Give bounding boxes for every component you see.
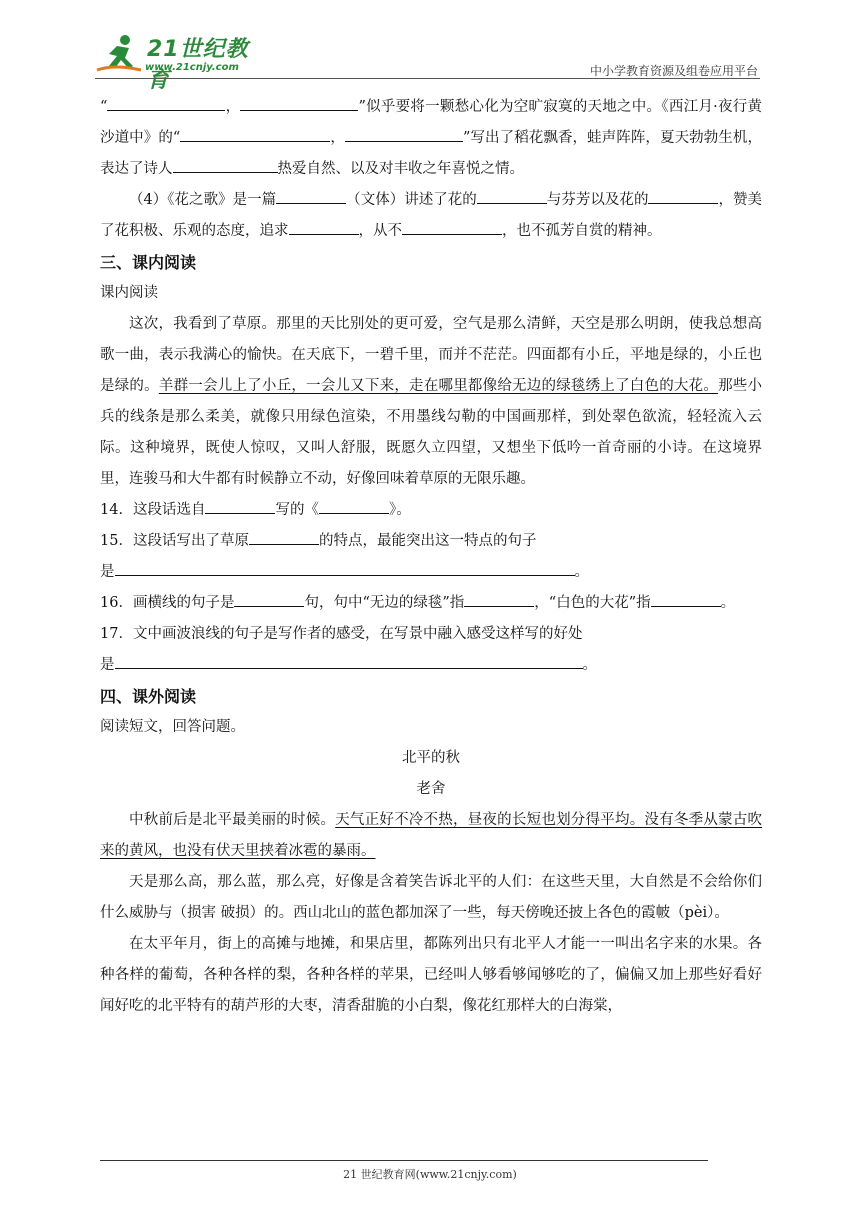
answer-blank[interactable] (173, 156, 278, 173)
flower-paragraph (100, 185, 762, 247)
text: 16．画横线的句子是 (100, 595, 235, 611)
text: ”似乎要将一颗愁心化为空旷寂寞的天地之中。《西江月·夜行黄沙道中》的“ (100, 99, 762, 146)
answer-blank[interactable] (107, 94, 225, 111)
underlined-sentence: 天气正好不冷不热，昼夜的长短也划分得平均。没有冬季从蒙古吹来的黄风，也没有伏天里挟着冰雹的暴雨。 (100, 812, 763, 859)
site-logo[interactable] (95, 28, 265, 93)
article-paragraph-3: 在太平年月，街上的高摊与地摊，和果店里，都陈列出只有北平人才能一一叫出名字来的水果。各种各样的葡萄，各种各样的梨，各种各样的苹果，已经叫人够看够闻够吃的了，偏偏又加上那些好看好闻好吃的北平特有的葫芦形的大枣，清香甜脆的小白梨，像花红那样大的白海棠， (100, 936, 762, 1014)
section-subtitle: 课内阅读 (100, 285, 158, 301)
question-15 (100, 526, 762, 588)
article-author: 老舍 (416, 781, 446, 797)
text: 。 (582, 657, 597, 673)
page-footer: 21 世纪教育网(www.21cnjy.com) (343, 1168, 517, 1181)
underlined-sentence: 羊群一会儿上了小丘，一会儿又下来，走在哪里都像给无边的绿毯绣上了白色的大花。 (158, 378, 719, 394)
answer-blank[interactable] (345, 125, 463, 142)
answer-blank[interactable] (180, 125, 330, 142)
section-subtitle: 阅读短文，回答问题。 (100, 719, 245, 735)
logo-text: 21世纪教育 (147, 37, 249, 93)
answer-line[interactable] (115, 559, 575, 576)
text: ，“白色的大花”指 (534, 595, 651, 611)
footer-divider (100, 1160, 708, 1161)
article-paragraph-2: 天是那么高，那么蓝，那么亮，好像是含着笑告诉北平的人们：在这些天里，大自然是不会给你们什么威胁与（损害 破损）的。西山北山的蓝色都加深了一些，每天傍晚还披上各色的霞帔（pèi）。 (100, 874, 762, 921)
text: ，赞美了花积极、乐观的态度，追求 (100, 192, 763, 239)
text: 与芬芳以及花的 (546, 192, 649, 208)
text: 。 (720, 595, 736, 611)
text: ，从不 (358, 223, 402, 239)
answer-blank[interactable] (651, 590, 721, 607)
poem-paragraph (100, 92, 762, 185)
page-header (95, 28, 760, 93)
answer-blank[interactable] (402, 218, 502, 235)
section-heading: 四、课外阅读 (100, 687, 197, 706)
text: ，也不孤芳自赏的精神。 (502, 223, 662, 239)
text: ”写出了稻花飘香，蛙声阵阵，夏天勃勃生机，表达了诗人 (100, 130, 762, 177)
answer-blank[interactable] (648, 187, 718, 204)
text: 是 (100, 564, 115, 580)
text: （文体）讲述了花的 (346, 192, 477, 208)
answer-blank[interactable] (276, 187, 346, 204)
answer-blank[interactable] (319, 497, 389, 514)
text: 17．文中画波浪线的句子是写作者的感受，在写景中融入感受这样写的好处 (100, 626, 583, 642)
article-paragraph-1 (100, 805, 762, 867)
passage-text: 那些小兵的线条是那么柔美，就像只用绿色渲染，不用墨线勾勒的中国画那样，到处翠色欲流，轻轻流入云际。这种境界，既使人惊叹，又叫人舒服，既愿久立四望，又想坐下低吟一首奇丽的小诗。在这境界里，连骏马和大牛都有时候静立不动，好像回味着草原的无限乐趣。 (100, 378, 763, 487)
document-body (100, 92, 762, 1022)
text: 句，句中“无边的绿毯”指 (304, 595, 465, 611)
article-title: 北平的秋 (402, 750, 460, 766)
answer-blank[interactable] (249, 528, 319, 545)
question-17 (100, 619, 762, 681)
text: 。 (574, 564, 589, 580)
text: （4）《花之歌》是一篇 (129, 192, 277, 208)
text: 15．这段话写出了草原 (100, 533, 249, 549)
answer-blank[interactable] (240, 94, 358, 111)
text: 中秋前后是北平最美丽的时候。 (129, 812, 336, 828)
text: “ (100, 99, 108, 115)
text: 写的《 (275, 502, 319, 518)
grassland-passage (100, 309, 762, 495)
logo-url: www.21cnjy.com (145, 62, 239, 73)
answer-blank[interactable] (464, 590, 534, 607)
answer-blank[interactable] (205, 497, 275, 514)
platform-name: 中小学教育资源及组卷应用平台 (589, 64, 758, 78)
text: ， (330, 130, 345, 146)
text: 的特点，最能突出这一特点的句子 (318, 533, 537, 549)
answer-blank[interactable] (234, 590, 304, 607)
header-divider (95, 78, 760, 79)
text: 是 (100, 657, 115, 673)
text: ， (225, 99, 241, 115)
runner-logo-icon (95, 34, 143, 74)
question-16 (100, 588, 762, 619)
answer-blank[interactable] (477, 187, 547, 204)
text: 热爱自然、以及对丰收之年喜悦之情。 (277, 161, 524, 177)
section-heading: 三、课内阅读 (100, 253, 197, 272)
answer-blank[interactable] (289, 218, 359, 235)
answer-line[interactable] (115, 652, 583, 669)
question-14 (100, 495, 762, 526)
passage-text: 这次，我看到了草原。那里的天比别处的更可爱，空气是那么清鲜，天空是那么明朗，使我总想高歌一曲，表示我满心的愉快。在天底下，一碧千里，而并不茫茫。四面都有小丘，平地是绿的，小丘也是绿的。 (100, 316, 762, 394)
text: 》。 (388, 502, 411, 518)
text: 14．这段话选自 (100, 502, 206, 518)
